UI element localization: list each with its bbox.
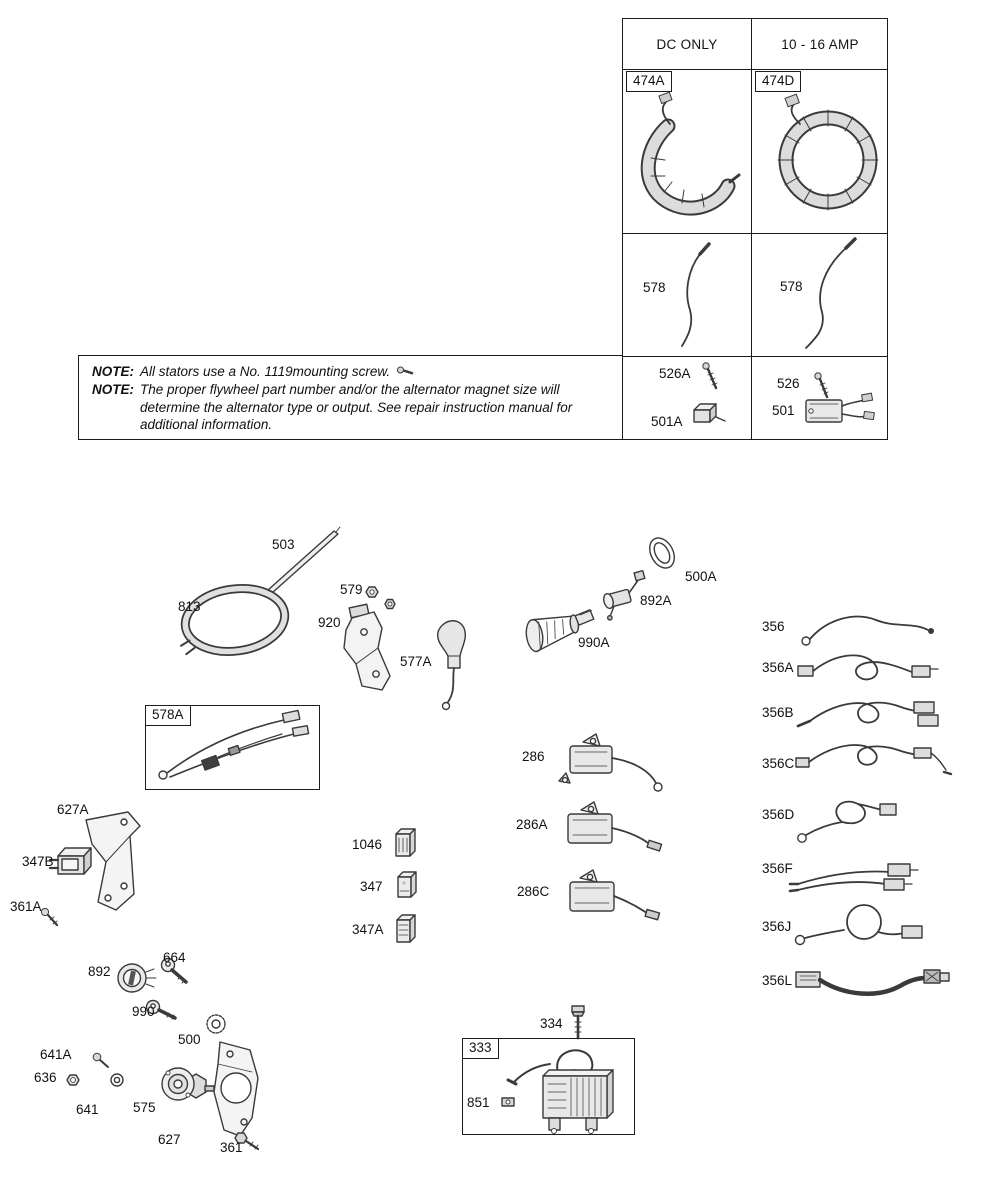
part-label-356F: 356F bbox=[762, 861, 793, 876]
washer-500-drawing bbox=[207, 1015, 225, 1033]
part-label-361A: 361A bbox=[10, 899, 42, 914]
part-label-347A: 347A bbox=[352, 922, 384, 937]
table-column-divider bbox=[751, 19, 752, 439]
wire-356c-drawing bbox=[796, 745, 951, 774]
table-header-divider bbox=[623, 69, 887, 70]
module-286a-drawing bbox=[568, 802, 662, 851]
module-286c-drawing bbox=[570, 870, 660, 920]
screw-icon bbox=[396, 365, 416, 377]
switch-1046-drawing bbox=[396, 829, 415, 856]
wire-356-drawing bbox=[802, 617, 934, 645]
note-1-text: All stators use a No. 1119mounting screw. bbox=[140, 364, 391, 379]
part-label-503: 503 bbox=[272, 537, 295, 552]
part-label-500: 500 bbox=[178, 1032, 201, 1047]
part-label-636: 636 bbox=[34, 1070, 57, 1085]
note-1-body bbox=[140, 363, 612, 381]
part-label-641A: 641A bbox=[40, 1047, 72, 1062]
part-label-356J: 356J bbox=[762, 919, 792, 934]
part-label-578-dc: 578 bbox=[643, 280, 666, 295]
part-label-501A: 501A bbox=[651, 414, 683, 429]
part-label-892A: 892A bbox=[640, 593, 672, 608]
bracket-627a-drawing bbox=[86, 812, 140, 910]
keyswitch-892-drawing bbox=[118, 964, 156, 992]
wire-356j-drawing bbox=[796, 905, 923, 945]
note-2 bbox=[92, 381, 612, 434]
part-label-627: 627 bbox=[158, 1132, 181, 1147]
part-label-474A: 474A bbox=[626, 71, 672, 92]
switch-575-drawing bbox=[162, 1068, 214, 1100]
part-label-333: 333 bbox=[462, 1038, 499, 1059]
wire-356d-drawing bbox=[798, 802, 896, 843]
part-label-813: 813 bbox=[178, 599, 201, 614]
table-row-divider-2 bbox=[623, 356, 887, 357]
note-2-text: The proper flywheel part number and/or the alternator magnet size will determine the alternator type or output. See repair instruction manual for additional information. bbox=[140, 381, 573, 433]
part-label-356C: 356C bbox=[762, 756, 795, 771]
part-label-347: 347 bbox=[360, 879, 383, 894]
module-286-drawing bbox=[559, 734, 662, 791]
table-row-divider-1 bbox=[623, 233, 887, 234]
part-label-356: 356 bbox=[762, 619, 785, 634]
part-label-356B: 356B bbox=[762, 705, 794, 720]
part-label-578-ac: 578 bbox=[780, 279, 803, 294]
ring-500a-drawing bbox=[645, 534, 679, 573]
bracket-627-drawing bbox=[214, 1042, 258, 1136]
bracket-920-drawing bbox=[344, 604, 390, 690]
nut-636-drawing bbox=[67, 1075, 79, 1085]
note-2-prefix: NOTE: bbox=[92, 381, 134, 397]
part-label-356A: 356A bbox=[762, 660, 794, 675]
wire-356l-drawing bbox=[796, 970, 949, 994]
part-label-892: 892 bbox=[88, 964, 111, 979]
part-label-286: 286 bbox=[522, 749, 545, 764]
note-1 bbox=[92, 363, 612, 381]
table-header-dc-only: DC ONLY bbox=[656, 36, 718, 52]
boot-577a-drawing bbox=[438, 621, 466, 710]
part-label-579: 579 bbox=[340, 582, 363, 597]
part-label-577A: 577A bbox=[400, 654, 432, 669]
screw-334-drawing bbox=[572, 1006, 584, 1038]
part-label-334: 334 bbox=[540, 1016, 563, 1031]
part-label-286C: 286C bbox=[517, 884, 550, 899]
screw-361a-drawing bbox=[41, 908, 57, 925]
switch-347a-drawing bbox=[397, 915, 415, 942]
screw-641a-drawing bbox=[93, 1053, 108, 1067]
part-label-500A: 500A bbox=[685, 569, 717, 584]
part-label-361: 361 bbox=[220, 1140, 243, 1155]
part-label-641: 641 bbox=[76, 1102, 99, 1117]
part-label-356D: 356D bbox=[762, 807, 795, 822]
part-label-501: 501 bbox=[772, 403, 795, 418]
wire-356f-drawing bbox=[790, 864, 918, 891]
note-1-prefix: NOTE: bbox=[92, 364, 134, 379]
notes-box bbox=[78, 355, 623, 440]
part-label-347B: 347B bbox=[22, 854, 54, 869]
part-label-286A: 286A bbox=[516, 817, 548, 832]
part-label-526A: 526A bbox=[659, 366, 691, 381]
nuts-579-drawing bbox=[366, 587, 395, 609]
part-label-356L: 356L bbox=[762, 973, 793, 988]
part-label-578A: 578A bbox=[145, 705, 191, 726]
part-label-1046: 1046 bbox=[352, 837, 383, 852]
switch-347-drawing bbox=[398, 872, 416, 897]
part-label-664: 664 bbox=[163, 950, 186, 965]
part-label-990: 990 bbox=[132, 1004, 155, 1019]
switch-347b-drawing bbox=[50, 848, 91, 874]
part-label-526: 526 bbox=[777, 376, 800, 391]
part-label-474D: 474D bbox=[755, 71, 801, 92]
wire-356a-drawing bbox=[798, 655, 938, 679]
part-label-920: 920 bbox=[318, 615, 341, 630]
part-label-575: 575 bbox=[133, 1100, 156, 1115]
part-label-851: 851 bbox=[467, 1095, 490, 1110]
band-813-drawing bbox=[174, 582, 289, 658]
part-label-990A: 990A bbox=[578, 635, 610, 650]
part-label-627A: 627A bbox=[57, 802, 89, 817]
washer-641-drawing bbox=[111, 1074, 123, 1086]
table-header-10-16-amp: 10 - 16 AMP bbox=[781, 36, 859, 52]
wire-356b-drawing bbox=[798, 702, 938, 726]
